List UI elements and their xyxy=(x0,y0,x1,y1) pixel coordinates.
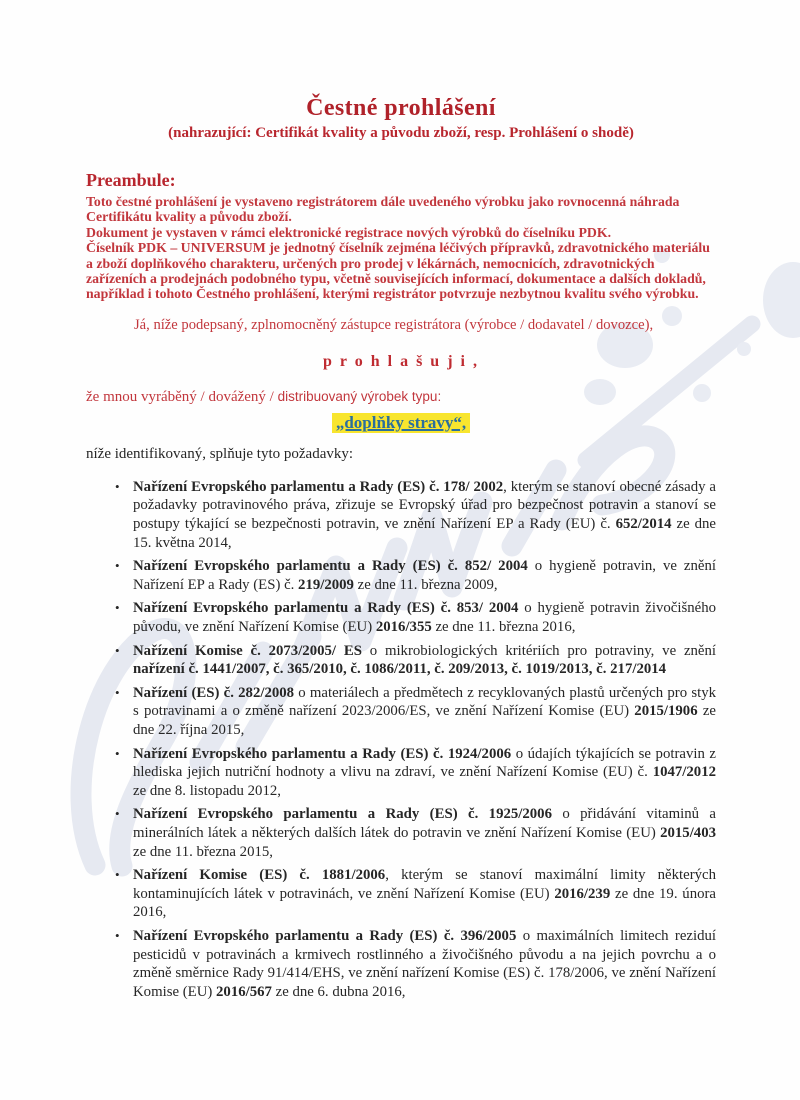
declarant-line: Já, níže podepsaný, zplnomocněný zástupce registrátora (výrobce / dodavatel / dovozce), xyxy=(134,316,654,333)
product-type-highlight: „doplňky stravy“, xyxy=(332,413,470,433)
product-type-line-serif: že mnou vyráběný / dovážený / xyxy=(86,388,278,405)
product-type-wrap xyxy=(86,413,716,435)
preamble-line: zařízeních a prodejnách podobného typu, včetně souvisejících informací, dokumentace a dalších dokladů, xyxy=(86,271,706,287)
regulation-item: • Nařízení (ES) č. 282/2008 o materiálech a předmětech z recyklovaných plastů určených pro styk s potravinami a o změně nařízení 2023/2006/ES, ve znění Nařízení Komise (EU) 2015/1906 ze dne 22. října 2015, xyxy=(86,684,716,740)
regulations-list xyxy=(86,478,716,1001)
document-subtitle: (nahrazující: Certifikát kvality a původu zboží, resp. Prohlášení o shodě) xyxy=(168,125,634,141)
declaration-verb: p r o h l a š u j i , xyxy=(323,352,479,370)
preamble-line: Toto čestné prohlášení je vystaveno registrátorem dále uvedeného výrobku jako rovnocenná náhrada xyxy=(86,194,680,209)
preamble-line: a zboží doplňkového charakteru, určených pro prodej v lékárnách, nemocnicích, zdravotnických xyxy=(86,255,655,271)
preamble-line: Dokument je vystaven v rámci elektronické registrace nových výrobků do číselníku PDK. xyxy=(86,224,612,240)
preamble-text xyxy=(86,194,716,302)
regulation-item: • Nařízení Evropského parlamentu a Rady (ES) č. 852/ 2004 o hygieně potravin, ve znění Nařízení EP a Rady (ES) č. 219/2009 ze dne 11. března 2009, xyxy=(86,557,716,594)
regulation-item: • Nařízení Evropského parlamentu a Rady (ES) č. 1924/2006 o údajích týkajících se potravin z hlediska jejich nutriční hodnoty a vlivu na zdraví, ve znění Nařízení Komise (EU) č. 1047/2012 ze dne 8. listopadu 2012, xyxy=(86,745,716,801)
regulation-item: • Nařízení Komise (ES) č. 1881/2006, kterým se stanoví maximální limity některých kontaminujících látek v potravinách, ve znění Nařízení Komise (EU) 2016/239 ze dne 19. února 2016, xyxy=(86,866,716,922)
product-type-line xyxy=(86,389,716,406)
preamble-line: například i tohoto Čestného prohlášení, kterými registrátor potvrzuje nezbytnou kvalitu svého výrobku. xyxy=(86,286,699,302)
product-type-line-sans: distribuovaný výrobek typu: xyxy=(277,388,442,404)
preamble-line: Číselník PDK – UNIVERSUM je jednotný číselník zejména léčivých přípravků, zdravotnického materiálu xyxy=(86,240,710,256)
regulation-item: • Nařízení Evropského parlamentu a Rady (ES) č. 396/2005 o maximálních limitech reziduí pesticidů v potravinách a krmivech rostlinného a živočišného původu a na jejich povrchu a o změně směrnice Rady 91/414/EHS, ve znění nařízení Komise (ES) č. 178/2006, ve znění Nařízení Komise (EU) 2016/567 ze dne 6. dubna 2016, xyxy=(86,927,716,1001)
preamble-line: Certifikátu kvality a původu zboží. xyxy=(86,209,292,225)
regulation-item: • Nařízení Komise č. 2073/2005/ ES o mikrobiologických kritériích pro potraviny, ve znění nařízení č. 1441/2007, č. 365/2010, č. 1086/2011, č. 209/2013, č. 1019/2013, č. 217/2014 xyxy=(86,642,716,679)
regulation-item: • Nařízení Evropského parlamentu a Rady (ES) č. 853/ 2004 o hygieně potravin živočišného původu, ve znění Nařízení Komise (EU) 2016/355 ze dne 11. března 2016, xyxy=(86,599,716,636)
regulation-item: • Nařízení Evropského parlamentu a Rady (ES) č. 178/ 2002, kterým se stanoví obecné zásady a požadavky potravinového práva, zřizuje se Evropský úřad pro bezpečnost potravin a stanoví se postupy týkající se bezpečnosti potravin, ve znění Nařízení EP a Rady (EU) č. 652/2014 ze dne 15. května 2014, xyxy=(86,478,716,552)
regulation-item: • Nařízení Evropského parlamentu a Rady (ES) č. 1925/2006 o přidávání vitaminů a minerálních látek a některých dalších látek do potravin ve znění Nařízení Komise (EU) 2015/403 ze dne 11. března 2015, xyxy=(86,805,716,861)
requirements-intro: níže identifikovaný, splňuje tyto požadavky: xyxy=(86,445,354,462)
document-title: Čestné prohlášení xyxy=(306,95,496,121)
preamble-heading: Preambule: xyxy=(86,170,176,190)
